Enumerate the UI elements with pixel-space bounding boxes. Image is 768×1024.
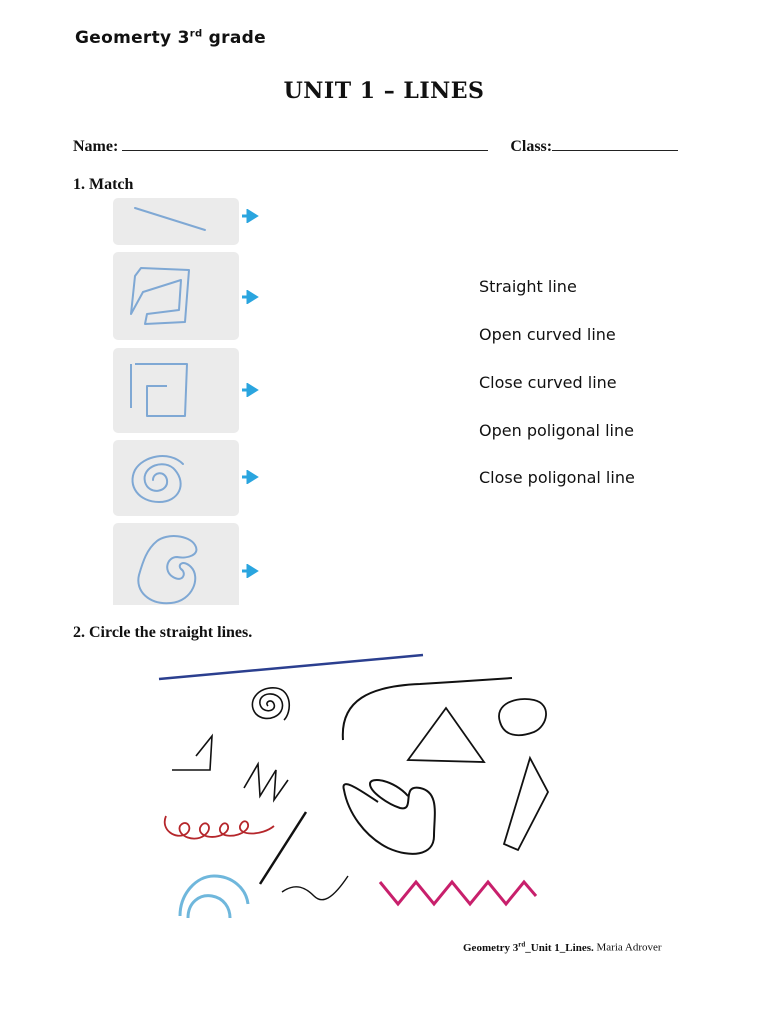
zigzag-line[interactable] [244,764,288,800]
arrow-icon [241,383,259,397]
open-curved-spiral-drawing [113,440,239,516]
footer-superscript: rd [518,940,526,948]
wave-line[interactable] [282,876,348,900]
match-card-open-curved[interactable] [113,440,239,516]
match-card-close-poligonal[interactable] [113,252,239,340]
red-loops-line[interactable] [165,816,274,839]
footer-bold-suffix: _Unit 1_Lines. [525,941,594,954]
name-blank-field[interactable] [122,149,488,151]
arrow-icon [241,470,259,484]
footer-author: Maria Adrover [593,941,662,954]
question-1-heading: 1. Match [73,176,134,193]
close-poligonal-drawing [113,252,239,340]
arrow-icon [241,564,259,578]
open-poligonal-drawing [113,348,239,433]
arrow-icon [241,290,259,304]
match-option[interactable]: Close curved line [479,373,617,392]
footer [463,940,662,954]
lines-illustration [0,640,768,930]
straight-diagonal-line[interactable] [260,812,306,884]
class-blank-field[interactable] [552,149,678,151]
match-option[interactable]: Open curved line [479,325,616,344]
match-card-straight[interactable] [113,198,239,245]
light-blue-inner-arc-line[interactable] [188,896,230,918]
blob-line[interactable] [499,699,546,735]
question-2-heading: 2. Circle the straight lines. [73,624,253,641]
match-option[interactable]: Open poligonal line [479,421,634,440]
unit-title: UNIT 1 – LINES [283,78,485,104]
match-card-close-curved[interactable] [113,523,239,605]
header-text: Geomerty 3 [75,28,190,48]
header-suffix: grade [202,28,266,48]
close-curved-drawing [113,523,239,605]
open-angle-line[interactable] [172,736,212,770]
open-curve-line[interactable] [343,678,512,740]
name-class-row [73,138,678,156]
arrow-icon [241,209,259,223]
match-card-open-poligonal[interactable] [113,348,239,433]
match-option[interactable]: Straight line [479,277,577,296]
straight-navy-line[interactable] [159,655,423,679]
parallelogram-line[interactable] [504,758,548,850]
match-option[interactable]: Close poligonal line [479,468,635,487]
straight-line-drawing [113,198,239,245]
worksheet-header [75,28,266,48]
footer-bold-text: Geometry 3 [463,941,519,954]
spiral-line[interactable] [252,688,289,720]
name-label: Name: [73,138,119,155]
magenta-zigzag-line[interactable] [380,882,536,904]
close-curve-line[interactable] [343,780,434,854]
class-label: Class: [510,138,553,155]
triangle-line[interactable] [408,708,484,762]
header-superscript: rd [189,28,203,40]
